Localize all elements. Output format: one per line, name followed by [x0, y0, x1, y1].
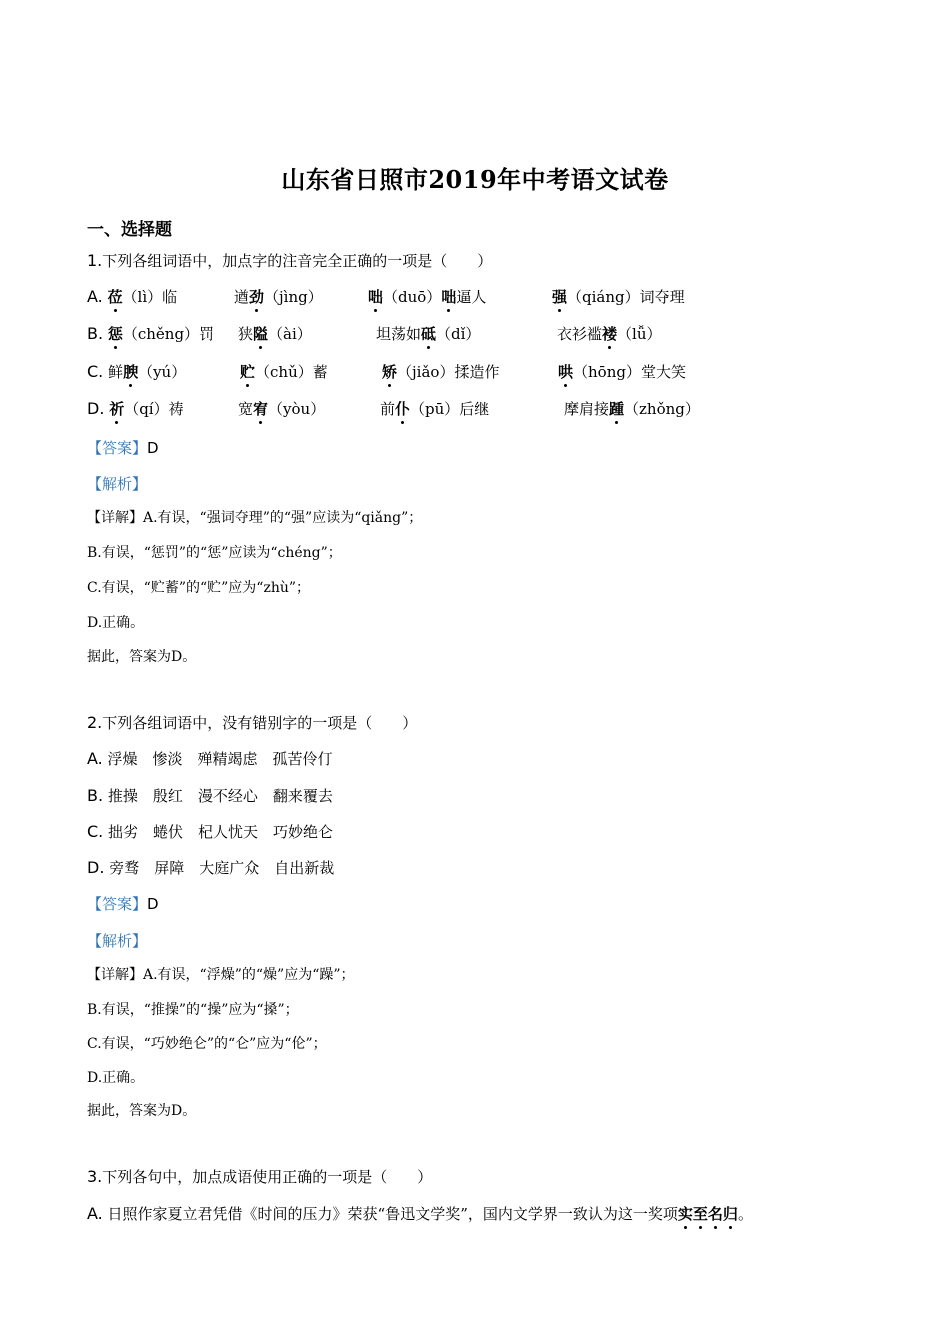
q2-detail-4: D.正确。: [87, 1070, 145, 1086]
q1-detail-2: B.有误，“惩罚”的“惩”应读为“chéng”；: [87, 545, 342, 561]
q2-option-b: B. 推操 殷红 漫不经心 翻来覆去: [87, 786, 333, 805]
q1-option-c: C. 鲜腴（yú）: [87, 362, 187, 381]
q2-detail-3: C.有误，“巧妙绝仑”的“仑”应为“伦”；: [87, 1036, 327, 1052]
q1-analysis-label: 【解析】: [87, 475, 148, 493]
q2-detail-2: B.有误，“推操”的“操”应为“搡”；: [87, 1002, 299, 1018]
q1-detail-5: 据此，答案为D。: [87, 649, 197, 665]
q1-option-a-item-3: 咄（duō）咄逼人: [368, 288, 487, 306]
q1-answer: 【答案】D: [87, 439, 159, 457]
q1-option-b: B. 惩（chěng）罚: [87, 324, 215, 343]
q1-option-a-item-4: 强（qiáng）词夺理: [552, 288, 685, 306]
q1-detail-1: 【详解】A.有误，“强词夺理”的“强”应读为“qiǎng”；: [87, 510, 423, 526]
q2-analysis-label: 【解析】: [87, 932, 148, 950]
q2-option-d: D. 旁骛 屏障 大庭广众 自出新裁: [87, 858, 335, 877]
q2-option-c: C. 拙劣 蜷伏 杞人忧天 巧妙绝仑: [87, 822, 334, 841]
q1-option-d-item-2: 宽宥（yòu）: [238, 400, 326, 418]
q2-option-a: A. 浮燥 惨淡 殚精竭虑 孤苦伶仃: [87, 749, 333, 768]
question-2-stem: 2.下列各组词语中，没有错别字的一项是（ ）: [87, 713, 418, 732]
page-title: 山东省日照市2019年中考语文试卷: [281, 165, 669, 194]
q1-option-b-item-2: 狭隘（ài）: [238, 325, 312, 343]
q1-option-d: D. 祈（qí）祷: [87, 399, 184, 418]
q1-option-d-item-3: 前仆（pū）后继: [380, 400, 490, 418]
section-heading: 一、选择题: [87, 220, 172, 240]
q1-option-c-item-2: 贮（chǔ）蓄: [240, 363, 328, 381]
q1-option-a-item-2: 遒劲（jìng）: [234, 288, 323, 306]
q2-detail-5: 据此，答案为D。: [87, 1103, 197, 1119]
q1-option-a: A. 莅（lì）临: [87, 287, 178, 306]
q1-option-c-item-3: 矫（jiǎo）揉造作: [382, 363, 500, 381]
q1-detail-3: C.有误，“贮蓄”的“贮”应为“zhù”；: [87, 580, 311, 596]
q1-option-c-item-4: 哄（hōng）堂大笑: [558, 363, 686, 381]
q1-option-b-item-4: 衣衫褴褛（lǚ）: [557, 325, 662, 343]
question-3-stem: 3.下列各句中，加点成语使用正确的一项是（ ）: [87, 1167, 433, 1186]
q1-option-d-item-4: 摩肩接踵（zhǒng）: [564, 400, 700, 418]
question-1-stem: 1.下列各组词语中，加点字的注音完全正确的一项是（ ）: [87, 251, 493, 270]
q2-answer: 【答案】D: [87, 895, 159, 913]
q2-detail-1: 【详解】A.有误，“浮燥”的“燥”应为“躁”；: [87, 967, 355, 983]
q1-option-b-item-3: 坦荡如砥（dǐ）: [376, 325, 481, 343]
q1-detail-4: D.正确。: [87, 615, 145, 631]
q3-option-a: A. 日照作家夏立君凭借《时间的压力》荣获“鲁迅文学奖”，国内文学界一致认为这一奖项实至名归。: [87, 1204, 753, 1223]
